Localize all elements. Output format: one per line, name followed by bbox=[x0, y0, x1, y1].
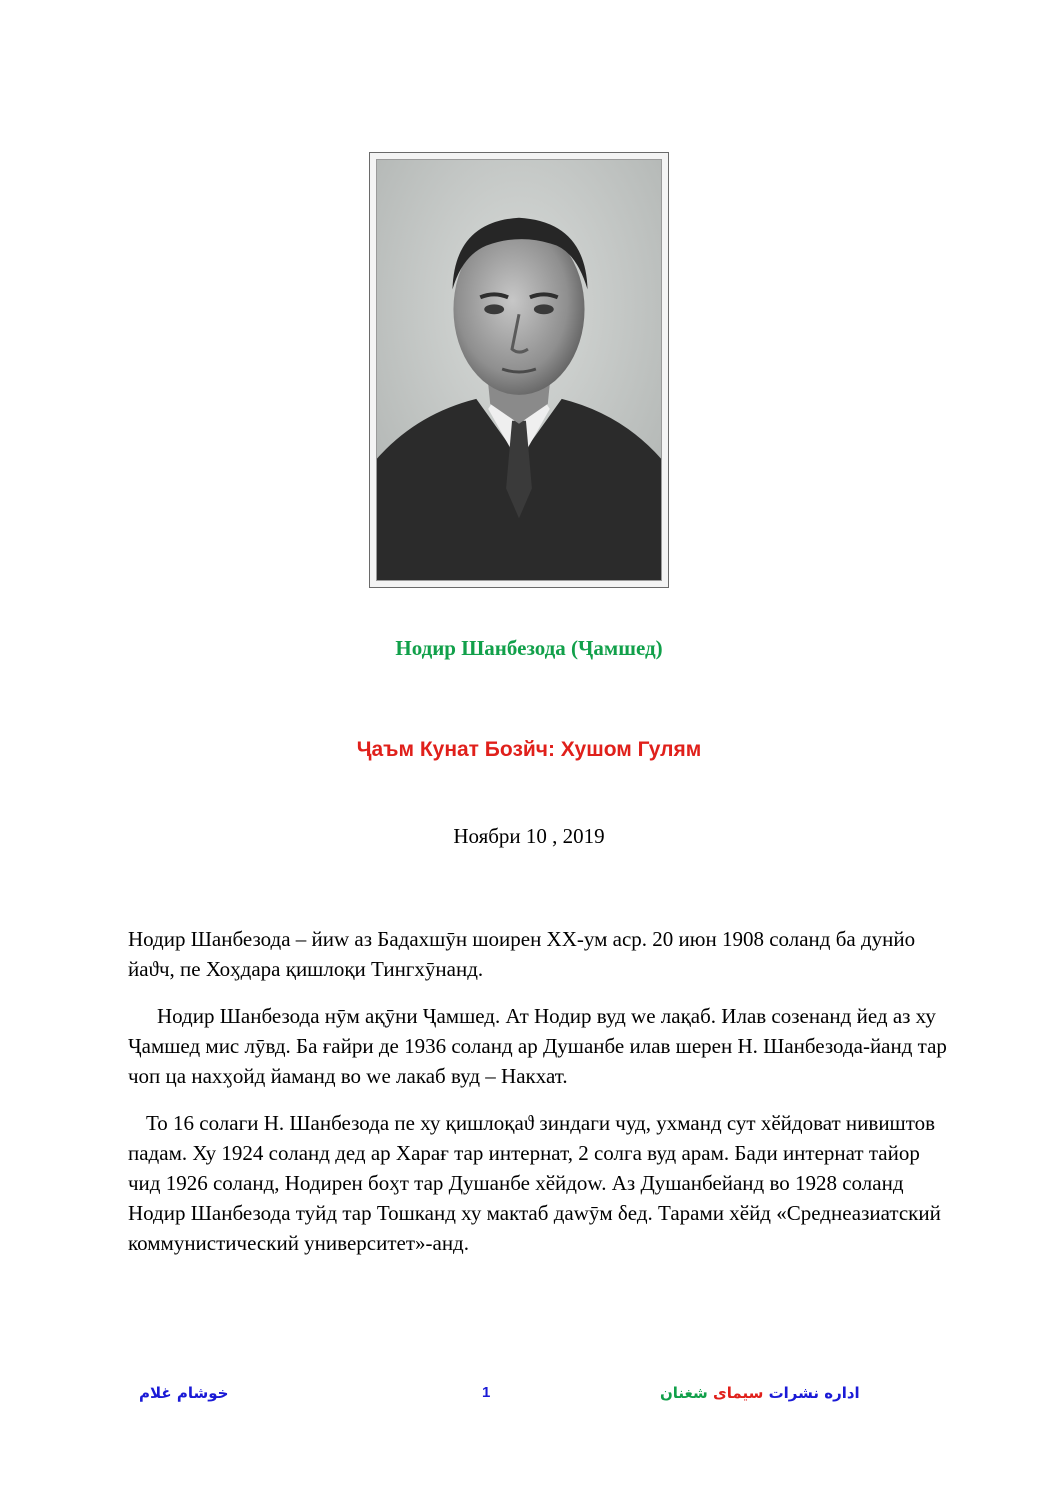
paragraph: Нодир Шанбезода – йиw аз Бадахшӯн шоирен XX-ум аср. 20 июн 1908 соланд ба дунйо йаϑч, пе Хоӽдара қишлоқи Тингхӯнанд. bbox=[128, 927, 916, 981]
portrait-photo-graphic bbox=[377, 160, 661, 580]
portrait-photo-frame bbox=[369, 152, 669, 588]
article-body bbox=[128, 924, 948, 1275]
footer-author: خوشام غلام bbox=[139, 1384, 229, 1402]
publisher-part-2: سیمای bbox=[713, 1384, 764, 1402]
footer-publisher bbox=[660, 1384, 860, 1402]
page-number: 1 bbox=[482, 1384, 491, 1401]
page-footer bbox=[0, 1384, 1058, 1408]
compiler-line: Ҷаъм Кунат Бозйч: Хушом Гулям bbox=[356, 738, 702, 761]
paragraph: Нодир Шанбезода нӯм ақӯни Ҷамшед. Ат Нодир вуд we лақаб. Илав созенанд йед аз ху Ҷамшед мис лӯвд. Ба ғайри де 1936 соланд ар Душанбе илав шерен Н. Шанбезода-йанд тар чоп ца нахӽойд йаманд во we лакаб вуд – Накхат. bbox=[128, 1004, 947, 1088]
publication-date: Ноябри 10 , 2019 bbox=[453, 824, 605, 848]
paragraph: То 16 солаги Н. Шанбезода пе ху қишлоқаϑ зиндаги чуд, ухманд сут хӗйдоват нивиштов падам. Ху 1924 соланд дед ар Харағ тар интернат, 2 солга вуд арам. Бади интернат тайор чид 1926 соланд, Нодирен боӽт тар Душанбе хӗйдоw. Аз Душанбейанд во 1928 соланд Нодир Шанбезода туйд тар Тошканд ху мактаб даwӯм δед. Тарами хӗйд «Среднеазиатский коммунистический университет»-анд. bbox=[128, 1111, 941, 1255]
publisher-part-3: شغنان bbox=[660, 1384, 708, 1402]
publisher-part-1: اداره نشرات bbox=[768, 1384, 860, 1402]
portrait-photo bbox=[376, 159, 662, 581]
author-name: Нодир Шанбезода (Ҷамшед) bbox=[395, 636, 663, 660]
